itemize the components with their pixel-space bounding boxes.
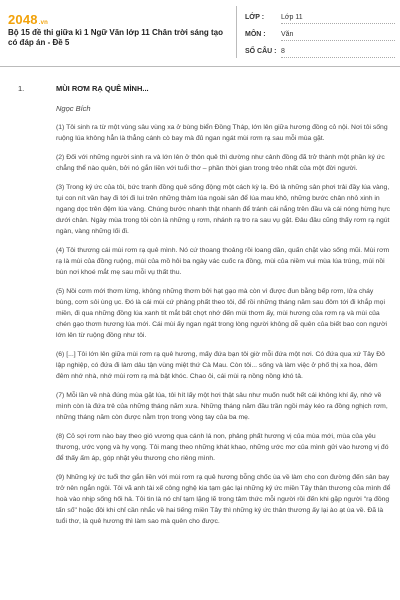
meta-row-subject [245, 27, 395, 44]
logo-tld: .vn [38, 20, 49, 26]
meta-table [245, 10, 395, 61]
passage-body [56, 122, 392, 535]
logo-text: 2048 [8, 12, 38, 27]
meta-underline [281, 40, 395, 41]
passage-title: MÙI RƠM RẠ QUÊ MÌNH... [56, 84, 149, 93]
meta-value: Lớp 11 [281, 14, 303, 21]
paragraph: (4) Tôi thương cái mùi rơm rạ quê mình. Nó cứ thoang thoảng rồi loang dần, quấn chặt vào sống mũi. Mùi rơm rạ là mùi của đồng ruộng, mùi của mồ hôi ba ngày vác cuốc ra đồng, mùi của niềm vui mùa lúa trúng, mùi nồi bùn nơi khoé mắt mẹ sau mỗi vụ thất thu. [56, 247, 390, 276]
question-number: 1. [18, 84, 25, 93]
paragraph: (8) Cỏ sợi rơm nào bay theo gió vương qua cánh lá non, phảng phất hương vị của mùa mới, mùa của yêu thương, ước vọng và hy vọng. Tôi mang theo những khát khao, những ước mơ của mình gửi vào hương vị đó để thấy ấm áp, góp nhặt yêu thương cho riêng mình. [56, 433, 389, 462]
paragraph: (3) Trong ký ức của tôi, bức tranh đồng quê sống động một cách kỳ lạ. Đó là những sân phơi trải đầy lúa vàng, tụi con nít vần hay đi tới đi lui trên những thảm lúa ngoài sân để lúa mau khô, những bước chân nhỏ xinh in ngang dọc trên đệm lúa vàng. Chúng bước nhanh thật nhanh để tránh cái nắng trên đầu và cái nóng hừng hực dưới chân. Ngày mùa trong tôi còn là những ụ rơm, nhánh rạ tro ra sau vụ gặt. Đâu đâu cũng thấy rơm rạ ngút ngàn, vàng những lối đi. [56, 184, 391, 235]
meta-value: 8 [281, 48, 285, 55]
meta-row-class [245, 10, 395, 27]
site-logo[interactable] [8, 12, 48, 27]
meta-key: LỚP : [245, 14, 265, 21]
paragraph: (9) Những ký ức tuổi thơ gắn liền với mùi rơm rạ quê hương bỗng chốc ùa về làm cho con đường đến sân bay trở nên ngắn ngủi. Tôi vã anh tài xế công nghệ kia tạm gác lại những ký ức miền Tây thân thương của mình để hoà vào nhịp sống hối hả. Tôi tin là nó chỉ tạm lặng lẽ trong tâm thức mỗi người rồi đến khi gặp người "rạ đồng tấn số" hoặc đôi khi chỉ cần nhắc về hai tiếng miền Tây thì những ký ức thân thương ấy lại ào ạt ùa về. Đã là tuổi thơ, là quê hương thì làm sao mà quên cho được. [56, 474, 391, 525]
meta-underline [281, 23, 395, 24]
paragraph: (1) Tôi sinh ra từ một vùng sâu vùng xa ở bùng biển Đồng Tháp, lớn lên giữa hương đồng cỏ nội. Nơi tôi sống ruộng lúa không hẳn là thẳng cánh cò bay mà đủ ngan ngát mùi rơm rạ sau mỗi mùa gặt. [56, 124, 388, 142]
page-title: Bộ 15 đề thi giữa kì 1 Ngữ Văn lớp 11 Chân trời sáng tạo có đáp án - Đề 5 [8, 28, 224, 47]
meta-underline [281, 57, 395, 58]
page-header [0, 0, 400, 67]
paragraph: (6) [...] Tôi lớn lên giữa mùi rơm rạ quê hương, mấy đứa bạn tôi giờ mỗi đứa một nơi. Có đứa qua xứ Tây Đô lập nghiệp, có đứa đi làm dâu tận vùng miệt thứ Cà Mau. Còn tôi... sống và làm việc ở phố thị xa hoa, đêm đêm nhớ nhà, nhớ mùi rơm rạ mà bật khóc. Chao ôi, cái mùi rạ nồng nồng khó tả. [56, 351, 385, 380]
passage-author: Ngọc Bích [56, 104, 91, 113]
meta-divider [236, 6, 237, 58]
paragraph: (5) Nồi cơm mới thơm lừng, không những thơm bởi hạt gạo mà còn vì được đun bằng bếp rơm, lửa cháy bùng, cơm sôi ùng ục. Đó là cái mùi cứ phảng phất theo tôi, để rồi những tháng năm sau đôm tới đi khắp mọi miền, đi qua những đồng lúa xanh tít mắt bất chợt nhớ đến mùi thơm ấy, mùi hương của rơm rạ và mùi của chén gạo thơm hương lúa mới. Cái mùi ấy ngan ngát trong lòng người không dễ quên của biết bao con người lớn lên từ ruộng đồng như tôi. [56, 288, 388, 339]
paragraph: (2) Đối với những người sinh ra và lớn lên ở thôn quê thì dường như cảnh đồng đã trở thành một phần ký ức chẳng thể nào quên, bởi nó gắn liền với tuổi thơ – phần thời gian trong trẻo nhất của một đời người. [56, 154, 385, 172]
meta-key: SỐ CÂU : [245, 48, 277, 55]
meta-value: Văn [281, 31, 294, 38]
paragraph: (7) Mỗi lần về nhà đúng mùa gặt lúa, tôi hít lấy một hơi thật sâu như muốn nuốt hết cái không khí ấy, nhớ về mình còn là đứa trẻ của những tháng năm xưa. Những tháng năm đầu trần ngồi máy kéo ra đồng nghịch rơm, những tháng năm còn được nằm trọn trong vòng tay của ba mẹ. [56, 392, 388, 421]
meta-row-question-count [245, 44, 395, 61]
meta-key: MÔN : [245, 31, 266, 38]
